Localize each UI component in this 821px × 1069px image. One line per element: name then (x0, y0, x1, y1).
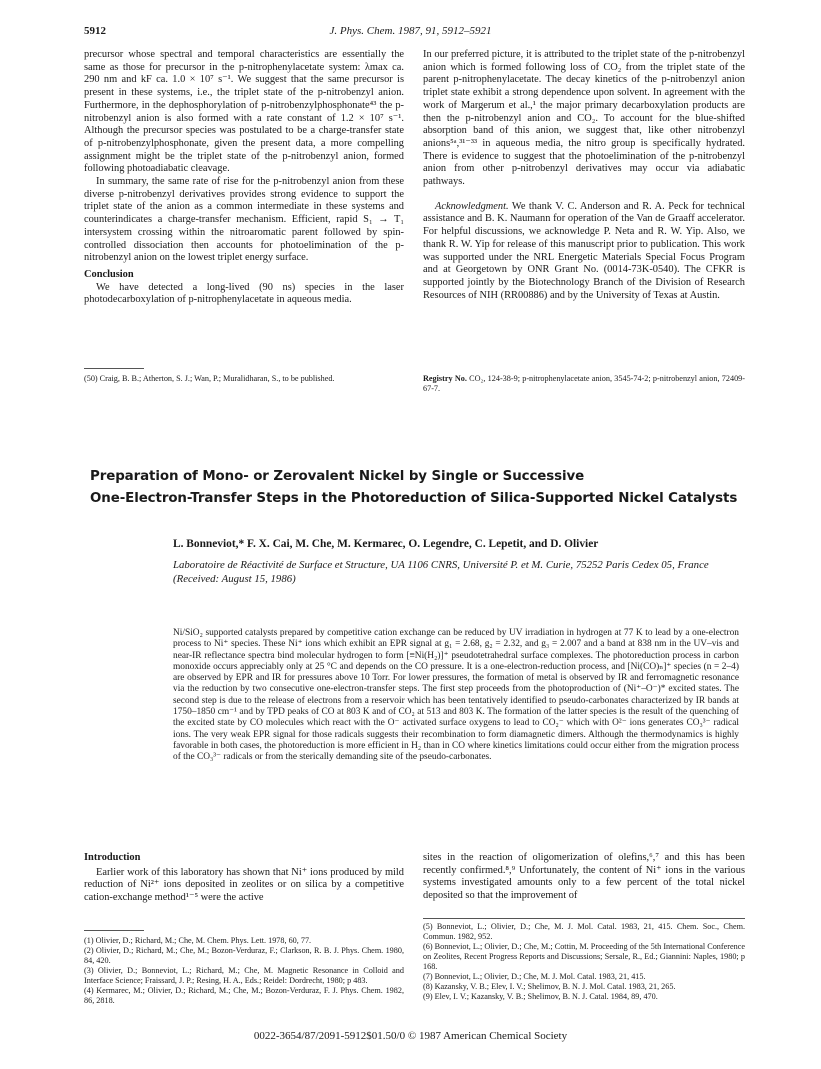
footnote: (4) Kermarec, M.; Olivier, D.; Richard, M.; Che, M.; Bozon-Verduraz, F. J. Phys. Chem. 1982, 86, 2818. (84, 986, 404, 1005)
copyright-line: 0022-3654/87/2091-5912$01.50/0 © 1987 American Chemical Society (253, 1030, 568, 1042)
registry-numbers (423, 374, 745, 394)
footnote: (7) Bonneviot, L.; Olivier, D.; Che, M. J. Mol. Catal. 1983, 21, 415. (423, 972, 646, 981)
top-left-column (84, 49, 404, 307)
acknowledgment (423, 201, 745, 303)
footnote: (5) Bonneviot, L.; Olivier, D.; Che, M. J. Mol. Catal. 1983, 21, 415. Chem. Soc., Chem. Commun. 1982, 952. (423, 922, 745, 941)
section-heading: Introduction (84, 852, 141, 863)
abstract: Ni/SiO₂ supported catalysts prepared by competitive cation exchange can be reduced by UV irradiation in hydrogen at 77 K to lead by a one-electron process to Ni⁺ species. These Ni⁺ ions which exhibit an EPR signal at g₁ = 2.68, g₂ = 2.32, and g₃ = 2.007 and a band at 838 nm in the UV–vis and near-IR reflectance spectra bind molecular hydrogen to form [≡Ni(H₂)]⁺ pseudotetrahedral surface complexes. The photoreduction process in carbon monoxide occurs appreciably only at 25 °C and depends on the CO pressure. It is a one-electron-reduction process, and [Ni(CO)ₙ]⁺ species (n = 2–4) are observed by EPR and IR for pressures above 10 Torr. For lower pressures, the formation of metal is observed by IR and ferromagnetic resonance via the reduction by two consecutive one-electron-transfer steps. The first step proceeds from the photoproduction of (Ni⁺–O⁻)* excited states. The second step is due to the release of electrons from a reservoir which has been tentatively identified to pseudo-carbonates characterized by IR bands at 1750–1850 cm⁻¹ and by TPD peaks of CO at 803 K and of CO₂ at 513 and 803 K. The formation of the latter species is the result of the quenching of the excited state by CO molecules which react with the O⁻ activated surface oxygens to lead to CO₂⁻ which with O²⁻ ions generates CO₃³⁻ radical ions. The very weak EPR signal for those radicals suggests their recombination to form diamagnetic dimers. Although the thermodynamics is highly favorable in both cases, the photoreduction is more efficient in H₂ than in CO where kinetics limitations could occur either from the migration process of the CO₃³⁻ radicals or from the sterically demanding site of the pseudo-carbonates. (173, 628, 739, 763)
footnote-rule (423, 918, 745, 919)
registry-text: CO₂, 124-38-9; p-nitrophenylacetate anion, 3545-74-2; p-nitrobenzyl anion, 72409-67-7. (423, 374, 746, 393)
paragraph: We have detected a long-lived (90 ns) species in the laser photodecarboxylation of p-nitrophenylacetate in aqueous media. (84, 281, 404, 306)
footnote: (3) Olivier, D.; Bonneviot, L.; Richard, M.; Che, M. Magnetic Resonance in Colloid and Interface Science; Fraissard, J. P.; Resing, H. A., Eds.; Reidel: Dordrecht, 1980; p 483. (84, 966, 404, 985)
intro-left-column (84, 852, 404, 905)
page-number: 5912 (84, 25, 106, 37)
registry-label: Registry No. (423, 374, 467, 383)
footnote: (1) Olivier, D.; Richard, M.; Che, M. Chem. Phys. Lett. 1978, 60, 77. (84, 936, 312, 945)
footnote: (50) Craig, B. B.; Atherton, S. J.; Wan, P.; Muralidharan, S., to be published. (84, 374, 335, 383)
paragraph: precursor whose spectral and temporal characteristics are essentially the same as those for precursor in the p-nitrophenylacetate system: λmax ca. 290 nm and kF ca. 1.0 × 10⁷ s⁻¹. We suggest that the same precursor is present in these systems, i.e., the triplet state of the p-nitrobenzyl anion. Furthermore, in the dephosphorylation of p-nitrobenzylphosphonate⁴³ the p-nitrobenzyl anion is also formed with a rate constant of 1.2 × 10⁷ s⁻¹. Although the precursor species was postulated to be a charge-transfer state of p-nitrobenzylphosphonate, given the present data, a more compelling assignment might be the triplet state of the p-nitrobenzyl anion, formed following photoadiabatic cleavage. (84, 49, 404, 175)
author-list: L. Bonneviot,* F. X. Cai, M. Che, M. Kermarec, O. Legendre, C. Lepetit, and D. Olivier (173, 538, 599, 550)
footnote-rule (84, 368, 144, 369)
footnote: (6) Bonneviot, L.; Olivier, D.; Che, M.; Cottin, M. Proceeding of the 5th International Conference on Zeolites, Recent Progress Reports and Discussions; Sersale, R., Ed.; Giannini: Naples, 1980; p 168. (423, 942, 745, 971)
running-header: J. Phys. Chem. 1987, 91, 5912–5921 (329, 25, 492, 37)
top-right-column (423, 49, 745, 302)
footnote: (2) Olivier, D.; Richard, M.; Che, M.; Bozon-Verduraz, F.; Clarkson, R. B. J. Phys. Chem. 1980, 84, 420. (84, 946, 404, 965)
paragraph: Earlier work of this laboratory has shown that Ni⁺ ions produced by mild reduction of Ni²⁺ ions deposited in zeolites or on silica by a competitive cation-exchange method¹⁻⁵ were the active (84, 866, 404, 904)
footnotes-right (423, 922, 745, 1002)
affiliation: Laboratoire de Réactivité de Surface et Structure, UA 1106 CNRS, Université P. et M. Curie, 75252 Paris Cedex 05, France (Received: August 15, 1986) (173, 559, 709, 585)
article-title-line: Preparation of Mono- or Zerovalent Nickel by Single or Successive (90, 469, 585, 484)
paragraph: In summary, the same rate of rise for the p-nitrobenzyl anion from these diverse p-nitrobenzyl derivatives provides strong evidence to support the triplet state of the anion as a common intermediate in these systems and counterindicates a charge-transfer mechanism. Efficient, rapid S₁ → T₁ intersystem crossing within the nitroaromatic parent followed by spin-controlled dissociation then accounts for photoelimination of the p-nitrobenzyl anion on the lowest triplet energy surface. (84, 176, 404, 264)
acknowledgment-label: Acknowledgment. (435, 200, 509, 212)
section-heading: Conclusion (84, 268, 134, 280)
paragraph: sites in the reaction of oligomerization of olefins,⁶,⁷ and this has been recently confirmed.⁸,⁹ Unfortunately, the content of Ni⁺ ions in the various systems investigated amounts only to a few percent of the total nickel deposited so that the improvement of (423, 852, 745, 902)
footnote: (8) Kazansky, V. B.; Elev, I. V.; Shelimov, B. N. J. Mol. Catal. 1983, 21, 265. (423, 982, 676, 991)
footnote-rule (84, 930, 144, 931)
article-title (90, 466, 790, 510)
acknowledgment-text: We thank V. C. Anderson and R. A. Peck for technical assistance and B. K. Naumann for operation of the Van de Graaff accelerator. For helpful discussions, we acknowledge P. Neta and R. W. Yip. Also, we thank R. W. Yip for release of this manuscript prior to publication. This work was supported under the NRL Energetic Materials Special Focus Program and at Georgetown by ONR Grant No. (0014-73K-0540). The CFKR is supported jointly by the Biotechnology Branch of the Division of Research Resources of NIH (RR00886) and by the University of Texas at Austin. (423, 200, 745, 301)
intro-right-column (423, 852, 745, 903)
paragraph: In our preferred picture, it is attributed to the triplet state of the p-nitrobenzyl anion which is formed following loss of CO₂ from the triplet state of the parent p-nitrophenylacetate. The decay kinetics of the p-nitrobenzyl anion triplet state exhibit a strong dependence upon solvent. In agreement with the work of Margerum et al.,¹ the major primary decarboxylation products are then the p-nitrobenzyl anion and CO₂. To account for the blue-shifted absorption band of this anion, we suggest that, like other nitrobenzyl anions⁵ᵃ,³¹⁻³³ in aqueous media, the nitro group is specifically hydrated. There is evidence to suggest that the photoelimination of the p-nitrobenzyl anion from other p-nitrobenzyl derivatives may occur via adiabatic pathways. (423, 49, 745, 188)
footnote: (9) Elev, I. V.; Kazansky, V. B.; Shelimov, B. N. J. Catal. 1984, 89, 470. (423, 992, 658, 1001)
article-title-line: One-Electron-Transfer Steps in the Photoreduction of Silica-Supported Nickel Catalysts (90, 491, 738, 506)
footnotes-left (84, 936, 404, 1006)
